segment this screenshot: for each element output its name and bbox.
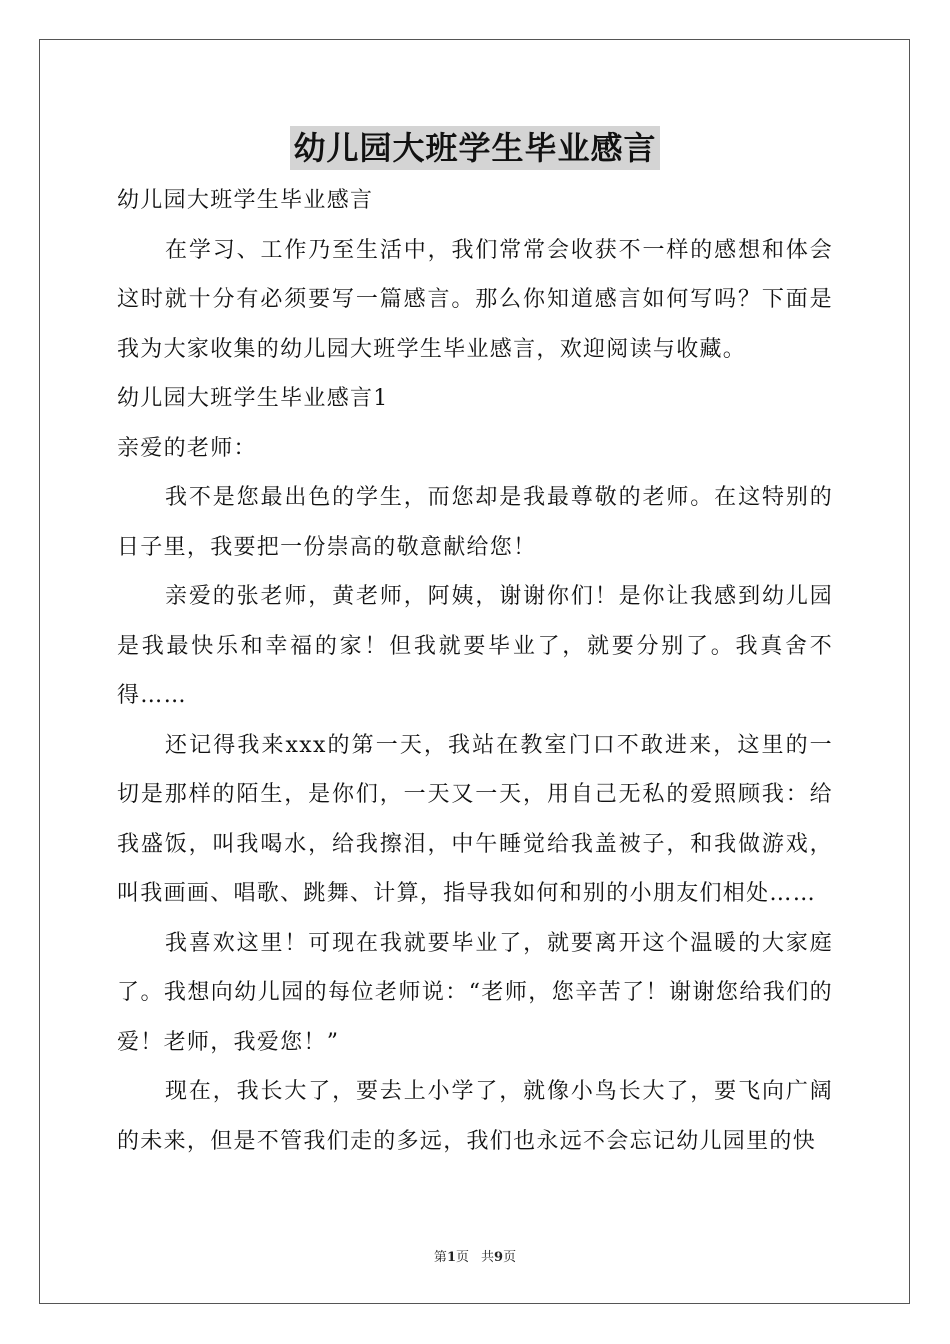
title-container <box>0 126 950 170</box>
paragraph-subtitle: 幼儿园大班学生毕业感言 <box>117 188 374 213</box>
page-label-prefix: 第 <box>433 1250 447 1265</box>
page-footer <box>0 1246 950 1265</box>
total-pages: 9 <box>494 1250 504 1265</box>
total-label-prefix: 共 <box>481 1250 495 1265</box>
total-label-suffix: 页 <box>503 1250 517 1265</box>
paragraph-intro: 在学习、工作乃至生活中，我们常常会收获不一样的感想和体会这时就十分有必须要写一篇感言。那么你知道感言如何写吗？下面是我为大家收集的幼儿园大班学生毕业感言，欢迎阅读与收藏。 <box>117 237 833 362</box>
paragraph-salutation: 亲爱的老师： <box>117 435 257 461</box>
paragraph-body: 我不是您最出色的学生，而您却是我最尊敬的老师。在这特别的日子里，我要把一份崇高的敬意献给您！ <box>117 485 833 560</box>
page-number: 1 <box>446 1250 456 1265</box>
paragraph-body: 还记得我来xxx的第一天，我站在教室门口不敢进来，这里的一切是那样的陌生，是你们，一天又一天，用自己无私的爱照顾我：给我盛饭，叫我喝水，给我擦泪，中午睡觉给我盖被子，和我做游戏，叫我画画、唱歌、跳舞、计算，指导我如何和别的小朋友们相处…… <box>117 732 833 906</box>
paragraph-body: 亲爱的张老师，黄老师，阿姨，谢谢你们！是你让我感到幼儿园是我最快乐和幸福的家！但我就要毕业了，就要分别了。我真舍不得…… <box>117 584 833 708</box>
document-body <box>117 176 833 1166</box>
paragraph-body: 现在，我长大了，要去上小学了，就像小鸟长大了，要飞向广阔的未来，但是不管我们走的多远，我们也永远不会忘记幼儿园里的快 <box>117 1079 833 1154</box>
paragraph-body: 我喜欢这里！可现在我就要毕业了，就要离开这个温暖的大家庭了。我想向幼儿园的每位老师说：“老师，您辛苦了！谢谢您给我们的爱！老师，我爱您！” <box>117 930 833 1055</box>
document-title: 幼儿园大班学生毕业感言 <box>290 126 659 170</box>
page-label-suffix: 页 <box>455 1250 469 1265</box>
paragraph-section-heading: 幼儿园大班学生毕业感言1 <box>117 386 389 411</box>
